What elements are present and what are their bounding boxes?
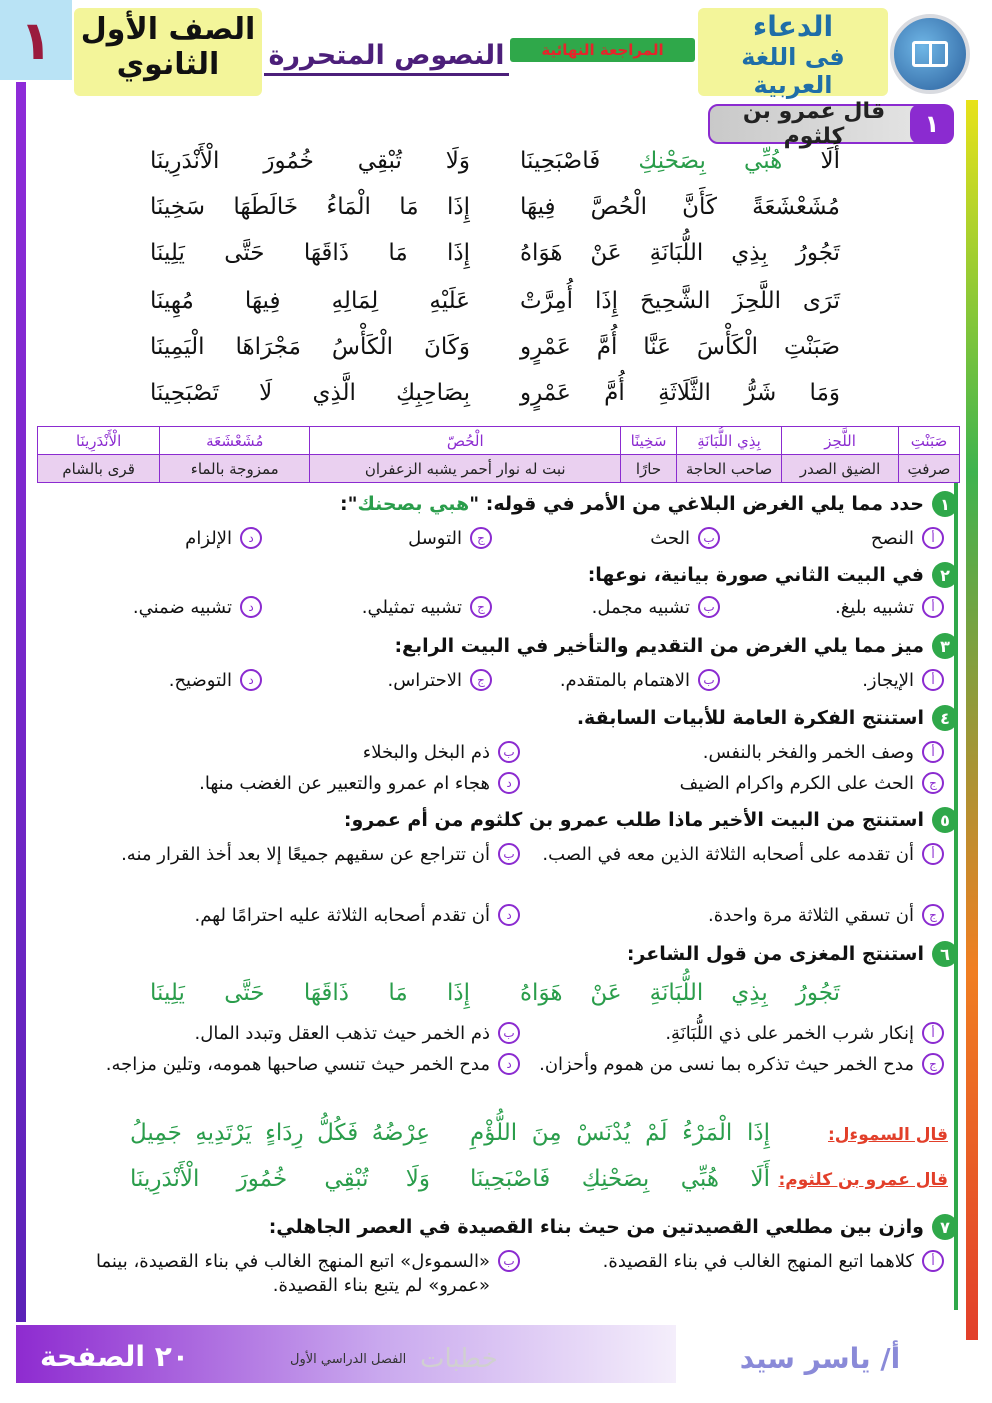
q3-option-b[interactable]: ب الاهتمام بالمتقدم. (520, 669, 720, 697)
footer-page-label: ٢٠ الصفحة (40, 1340, 189, 1373)
option-marker-icon: أ (922, 1250, 944, 1272)
footer-watermark: خطبات (420, 1344, 498, 1374)
glossary-word: الْأَنْدَرِينَا (38, 427, 160, 455)
quote-samawal-second: عِرْضُهُ فَكُلُّ رِدَاءٍ يَرْتَدِيهِ جَمِيلُ (130, 1120, 430, 1146)
q6-option-a[interactable]: أ إنكار شرب الخمر على ذي اللُّبَانَةِ. (524, 1022, 944, 1050)
question-text: في البيت الثاني صورة بيانية، نوعها: (587, 564, 924, 586)
q6-option-b[interactable]: ب ذم الخمر حيث تذهب العقل وتبدد المال. (80, 1022, 520, 1050)
option-marker-icon: ب (698, 669, 720, 691)
question-number: ٣ (932, 633, 958, 659)
q4-option-d[interactable]: د هجاء ام عمرو والتعبير عن الغضب منها. (80, 772, 520, 800)
option-marker-icon: أ (922, 669, 944, 691)
q4-option-a[interactable]: أ وصف الخمر والفخر بالنفس. (524, 741, 944, 769)
verse-6-first: وَمَا شَرُّ الثَّلَاثَةِ أُمَّ عَمْرٍو (520, 380, 840, 406)
poem-title: قال عمرو بن كلثوم (742, 99, 886, 149)
q3-option-d[interactable]: د التوضيح. (62, 669, 262, 697)
brand-line-1: الدعاء (752, 10, 834, 43)
verse-3-first: تَجُورُ بِذِي اللُّبَانَةِ عَنْ هَوَاهُ (520, 240, 840, 266)
quote-verse-samawal (130, 1120, 770, 1164)
glossary-meaning: قرى بالشام (38, 455, 160, 483)
verse-4-first: تَرَى اللَّحِزَ الشَّحِيحَ إِذَا أُمِرَّتْ (520, 288, 840, 314)
q6-option-d[interactable]: د مدح الخمر حيث تنسي صاحبها همومه، وتلين مزاجه. (80, 1053, 520, 1109)
q5-option-b[interactable]: ب أن تتراجع عن سقيهم جميعًا إلا بعد أخذ القرار منه. (80, 843, 520, 899)
question-number: ٧ (932, 1214, 958, 1240)
glossary-table (37, 426, 960, 483)
q7-option-b[interactable]: ب «السموءل» اتبع المنهج الغالب في بناء القصيدة، بينما «عمرو» لم يتبع بناء القصيدة. (80, 1250, 520, 1306)
brand-box (698, 8, 888, 99)
review-badge: المراجعة النهائية (510, 38, 695, 62)
option-marker-icon: أ (922, 843, 944, 865)
option-marker-icon: ج (922, 772, 944, 794)
brand-line-2: فى اللغة العربية (741, 43, 845, 99)
glossary-word: صَبَنْتِ (898, 427, 959, 455)
q6-option-c[interactable]: ج مدح الخمر حيث تذكره بما نسى من هموم وأحزان. (524, 1053, 944, 1109)
quote-label-samawal: قال السموءل: (828, 1125, 948, 1145)
verse-5-second: وَكَانَ الْكَأْسُ مَجْرَاهَا الْيَمِينَا (150, 334, 470, 360)
q6-verse-second: إِذَا مَا ذَاقَهَا حَتَّى يَلِينَا (150, 980, 470, 1006)
q1-option-a[interactable]: أ النصح (764, 527, 944, 555)
verse-3 (150, 240, 840, 284)
q7-option-a[interactable]: أ كلاهما اتبع المنهج الغالب في بناء القصيدة. (524, 1250, 944, 1278)
option-marker-icon: ب (698, 527, 720, 549)
question-text: استنتج الفكرة العامة للأبيات السابقة. (576, 707, 924, 729)
footer-author: أ/ ياسر سيد (739, 1342, 901, 1375)
glossary-meaning: نبت له نوار أحمر يشبه الزعفران (310, 455, 621, 483)
footer-term: الفصل الدراسي الأول (290, 1352, 407, 1367)
book-logo-icon (890, 14, 970, 94)
verse-6 (150, 380, 840, 424)
page-number: ١ (0, 0, 72, 80)
quote-label-amr: قال عمرو بن كلثوم: (778, 1170, 948, 1190)
question-number: ٢ (932, 562, 958, 588)
option-marker-icon: ج (470, 669, 492, 691)
question-5 (58, 805, 958, 835)
question-text: حدد مما يلي الغرض البلاغي من الأمر في قوله: "هبي بصحنك": (339, 493, 924, 515)
right-decor-bar (966, 100, 978, 1340)
question-2 (58, 560, 958, 590)
option-marker-icon: ب (498, 843, 520, 865)
question-number: ٤ (932, 705, 958, 731)
q3-option-c[interactable]: ج الاحتراس. (292, 669, 492, 697)
glossary-meaning: صرفتِ (898, 455, 959, 483)
verse-2 (150, 194, 840, 238)
option-marker-icon: د (498, 1053, 520, 1075)
q2-option-b[interactable]: ب تشبيه مجمل. (520, 596, 720, 624)
q1-option-c[interactable]: ج التوسل (312, 527, 492, 555)
question-text: وازن بين مطلعي القصيدتين من حيث بناء القصيدة في العصر الجاهلي: (268, 1216, 924, 1238)
q2-option-c[interactable]: ج تشبيه تمثيلي. (292, 596, 492, 624)
glossary-meaning: صاحب الحاجة (676, 455, 782, 483)
glossary-meaning: حارًا (621, 455, 677, 483)
grade-box (74, 8, 262, 96)
verse-6-second: بِصَاحِبِكِ الَّذِي لَا تَصْبَحِينَا (150, 380, 470, 406)
glossary-meaning: ممزوجة بالماء (160, 455, 310, 483)
quote-amr-second: وَلَا تُبْقِي خُمُورَ الْأَنْدَرِينَا (130, 1166, 430, 1192)
option-marker-icon: أ (922, 741, 944, 763)
q3-option-a[interactable]: أ الإيجاز. (744, 669, 944, 697)
question-1 (58, 489, 958, 519)
grade-line-2: الثانوي (116, 47, 220, 82)
q1-option-d[interactable]: د الإلزام (82, 527, 262, 555)
option-marker-icon: ج (922, 1053, 944, 1075)
verse-1-first: أَلَا هُبِّي بِصَحْنِكِ فَاصْبَحِينَا (520, 148, 840, 174)
verse-4 (150, 288, 840, 332)
verse-3-second: إِذَا مَا ذَاقَهَا حَتَّى يَلِينَا (150, 240, 470, 266)
verse-5 (150, 334, 840, 378)
poem-number: ١ (910, 104, 954, 144)
q5-option-c[interactable]: ج أن تسقي الثلاثة مرة واحدة. (524, 904, 944, 932)
verse-1-second: وَلَا تُبْقِي خُمُورَ الْأَنْدَرِينَا (150, 148, 470, 174)
q6-verse-first: تَجُورُ بِذِي اللُّبَانَةِ عَنْ هَوَاهُ (520, 980, 840, 1006)
option-marker-icon: د (498, 772, 520, 794)
question-text: ميز مما يلي الغرض من التقديم والتأخير في البيت الرابع: (394, 635, 924, 657)
verse-2-second: إِذَا مَا الْمَاءُ خَالَطَهَا سَخِينَا (150, 194, 470, 220)
glossary-word: اللَّحِز (782, 427, 899, 455)
q4-option-c[interactable]: ج الحث على الكرم واكرام الضيف (524, 772, 944, 800)
option-marker-icon: ج (922, 904, 944, 926)
option-marker-icon: د (240, 669, 262, 691)
question-4 (58, 703, 958, 733)
question-3 (58, 631, 958, 661)
option-marker-icon: أ (922, 527, 944, 549)
grade-line-1: الصف الأول (80, 12, 256, 47)
right-inner-bar (954, 480, 958, 1310)
option-marker-icon: ب (498, 1022, 520, 1044)
glossary-word: بِذِي اللُّبَانَةِ (676, 427, 782, 455)
q6-verse (150, 980, 840, 1024)
option-marker-icon: د (240, 527, 262, 549)
question-number: ١ (932, 491, 958, 517)
q5-option-a[interactable]: أ أن تقدمه على أصحابه الثلاثة الذين معه في الصب. (524, 843, 944, 899)
glossary-words-row (38, 427, 960, 455)
section-title: النصوص المتحررة (264, 40, 509, 76)
poem-heading (708, 99, 952, 149)
verse-1 (150, 148, 840, 192)
option-marker-icon: ج (470, 527, 492, 549)
glossary-meanings-row (38, 455, 960, 483)
verse-4-second: عَلَيْهِ لِمَالِهِ فِيهَا مُهِينَا (150, 288, 470, 314)
quote-verse-amr (130, 1166, 770, 1210)
option-marker-icon: د (240, 596, 262, 618)
q2-option-a[interactable]: أ تشبيه بليغ. (744, 596, 944, 624)
question-text: استنتج المغزى من قول الشاعر: (626, 943, 924, 965)
q2-option-d[interactable]: د تشبيه ضمني. (62, 596, 262, 624)
quote-amr-first: أَلَا هُبِّي بِصَحْنِكِ فَاصْبَحِينَا (470, 1166, 770, 1192)
question-number: ٦ (932, 941, 958, 967)
option-marker-icon: د (498, 904, 520, 926)
question-number: ٥ (932, 807, 958, 833)
glossary-word: سَخِينًا (621, 427, 677, 455)
verse-2-first: مُشَعْشَعَةً كَأَنَّ الْحُصَّ فِيهَا (520, 194, 840, 220)
verse-5-first: صَبَنْتِ الْكَأْسَ عَنَّا أُمَّ عَمْرٍو (520, 334, 840, 360)
option-marker-icon: ب (498, 741, 520, 763)
question-text: استنتج من البيت الأخير ماذا طلب عمرو بن كلثوم من أم عمرو: (343, 809, 924, 831)
left-decor-bar (16, 82, 26, 1322)
option-marker-icon: ب (498, 1250, 520, 1272)
option-marker-icon: أ (922, 1022, 944, 1044)
glossary-meaning: الضيق الصدر (782, 455, 899, 483)
question-7 (58, 1212, 958, 1242)
q5-option-d[interactable]: د أن تقدم أصحابه الثلاثة عليه احترامًا لهم. (80, 904, 520, 932)
glossary-word: مُشَعْشَعَة (160, 427, 310, 455)
option-marker-icon: ج (470, 596, 492, 618)
question-6 (58, 939, 958, 969)
quote-samawal-first: إِذَا الْمَرْءُ لَمْ يُدْنَسْ مِنَ اللُّؤْمِ (470, 1120, 770, 1146)
option-marker-icon: ب (698, 596, 720, 618)
q4-option-b[interactable]: ب ذم البخل والبخلاء (80, 741, 520, 769)
option-marker-icon: أ (922, 596, 944, 618)
q1-option-b[interactable]: ب الحث (540, 527, 720, 555)
glossary-word: الْحُصّ (310, 427, 621, 455)
